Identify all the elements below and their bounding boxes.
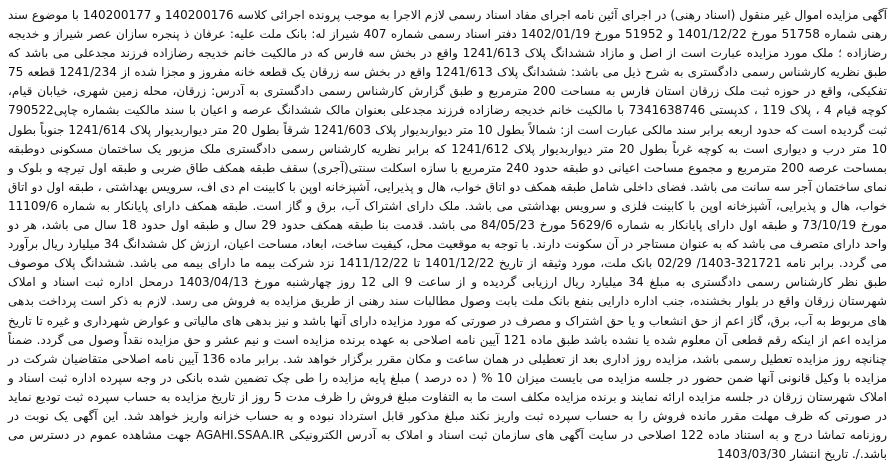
notice-line: کارشناس رسمی دادگستری به شرح ذیل می باشد: ششدانگ پلاک 1241/613 واقع در بخش سه زرقان یک قطعه خانه مفروز و مجزا شده از 1241/234 قطعه 75 تفکیکی، واقع [8,65,887,99]
notice-line: به التفاوت مبلغ فروش را ظرف مدت 5 روز از تاریخ مزایده به حساب سپرده ثبت تودیع نماید در صورتی که ظرف مهلت مقرر مانده فروش را به حساب سپرده ثبت واریز نکند مبلغ مذکور [8,389,887,423]
notice-line: حدود اربعه برابر سند مالکی عبارت است از: شمالاً بطول 10 متر دیواربدیوار پلاک 1241/603 شرقاً بطول 20 متر دیواربدیوار پلاک 1241/614 جنوباً بطول 10 متر درب و دیواری است به [8,122,888,156]
notice-line: در آن سکونت دارند. با توجه به موقعیت محل، کیفیت ساخت، ابعاد، مساحت اعیان، ارزش کل ششدانگ 34 میلیارد ریال برآورد می گردد. برابر نامه 321721-1403/ 02/29 [8,237,887,271]
notice-line: بانک ملت بابت وصول مطالبات سند رهنی از طریق مزایده به فروش می رسد. لازم به ذکر است پرداخت بدهی های مربوط به آب، برق، گاز اعم از حق انشعاب و یا حق اشتراک و [8,294,887,328]
notice-line: فضای داخلی شامل طبقه همکف دو اتاق خواب، هال و پذیرایی، آشپزخانه اوپن با کابینت ام دی اف، سرویس بهداشتی ، طبقه اول دو اتاق خواب، هال و پذیرایی، آشپزخانه اوپن با [8,179,888,213]
notice-line: آگهی مزایده اموال غیر منقول (اسناد رهنی) در اجرای آئین نامه اجرای مفاد اسناد رسمی لازم الاجرا به موجب پرونده اجرائی کلاسه 140200176 و 140200177 با موضوع سند [8,8,887,22]
notice-line: در حوزه ثبت ملک زرقان استان فارس به مساحت 200 مترمربع و طبق گزارش کارشناس رسمی دادگستری به آدرس: زرقان، محله زمین شهری، خیابان قیام، کوچه قیام 4 ، پلاک [8,84,888,118]
notice-line: قابل استرداد نبوده و به حساب خزانه واریز خواهد شد. این آگهی یک نوبت در روزنامه تماشا درج و به استناد ماده 122 اصلاحی در سایت آگهی های سازمان ثبت اسناد و املاک [8,408,888,443]
notice-line: شماره 5629/6 مورخ 84/05/23 می باشد. قدمت بنا طبقه همکف حدود 29 سال و طبقه اول حدود 18 سال می باشد، هر دو واحد دارای متصرف می باشد که به عنوان مستاجر [8,218,888,252]
notice-line: مساحت اعیانی دو طبقه حدود 240 مترمربع با سازه اسکلت سنتی(آجری) سقف طبقه همکف طاق ضربی و طبقه اول تیرچه و بلوک و نمای ساختمان آجر سه سانت می باشد. [8,160,887,194]
auction-notice-text [8,6,887,464]
notice-line: 121 آیین نامه اصلاحی به عهده برنده مزایده است و نیم عشر و حق مزایده نقداً وصول می گردد. ضمناً چنانچه روز مزایده تعطیل رسمی باشد، مزایده روز اداری بعد از تعطیلی در [8,332,887,366]
notice-line: ( ده درصد ) مبلغ پایه مزایده را طی چک تضمین شده بانکی در وجه سپرده اداره ثبت اسناد و املاک شهرستان زرقان در جلسه مزایده ارائه نمایند و برنده مزایده مکلف است ما [8,370,888,404]
notice-line: ؛ ملک مورد مزایده عبارت است از اصل و مازاد ششدانگ پلاک 1241/613 واقع در بخش سه فارس که در مالکیت خانم خدیجه رضازاده فرزند مجدعلی می باشد که طبق نظریه [8,46,888,80]
notice-line: میلیارد ریال ارزیابی گردیده و از ساعت 9 الی 12 روز چهارشنبه مورخ 1403/04/13 درمحل اداره ثبت اسناد و املاک شهرستان زرقان واقع در بلوار بخشنده، جنب اداره دارایی بنفع [8,275,887,309]
notice-line: کوچه غرباً بطول 20 متر دیواربدیوار پلاک 1241/612 که برابر نظریه کارشناس رسمی دادگستری ملک مزبور یک ساختمان مسکونی دوطبقه بمساحت عرصه 200 مترمربع و مجموع [8,141,887,175]
notice-line: کابینت فلزی و سرویس بهداشتی می باشد. ملک دارای اشتراک آب، برق و گاز است. طبقه همکف دارای پایانکار به شماره 11109/6 مورخ 73/10/19 و طبقه اول دارای پایانکار به [8,198,888,233]
notice-line: مصرف در صورتی که مورد مزایده دارای آنها باشد و نیز بدهی های مالیاتی و عوارض شهرداری و غیره تا تاریخ مزایده اعم از اینکه رقم قطعی آن معلوم شده یا نشده باشد طبق ماده [8,313,888,347]
notice-line: همان ساعت و مکان مقرر برگزار خواهد شد. برابر ماده 136 آیین نامه اصلاحی متقاضیان شرکت در مزایده با وکیل قانونی آنها ضمن حضور در جلسه مزایده می بایست میزان 10 % [8,351,888,385]
notice-line: بانک ملت، مورد وثیقه از تاریخ 1401/12/22 تا 1411/12/22 نزد شرکت بیمه ما دارای بیمه می باشد. ششدانگ پلاک موصوف طبق نظر کارشناس رسمی دادگستری به مبلغ 34 [8,256,888,290]
notice-line: به آدرس الکترونیکی AGAHI.SSAA.IR جهت مشاهده عموم در دسترس می باشد./. تاریخ انتشار 1403/03/30 [8,428,887,462]
notice-line: 119 ، کدپستی 7341638746 با مالکیت خانم خدیجه رضازاده فرزند مجدعلی بعنوان مالک ششدانگ عرصه و اعیان با سند مالکیت بشماره چاپی790522 ثبت گردیده است که [8,103,887,137]
notice-line: رهنی شماره 51758 مورخ 1401/12/22 و 51952 مورخ 1402/01/19 دفتر اسناد رسمی شماره 407 شیراز له: بانک ملت علیه: عرفان ذ پنجره سازان عصر شیراز و خدیجه رضازاده [8,27,887,61]
